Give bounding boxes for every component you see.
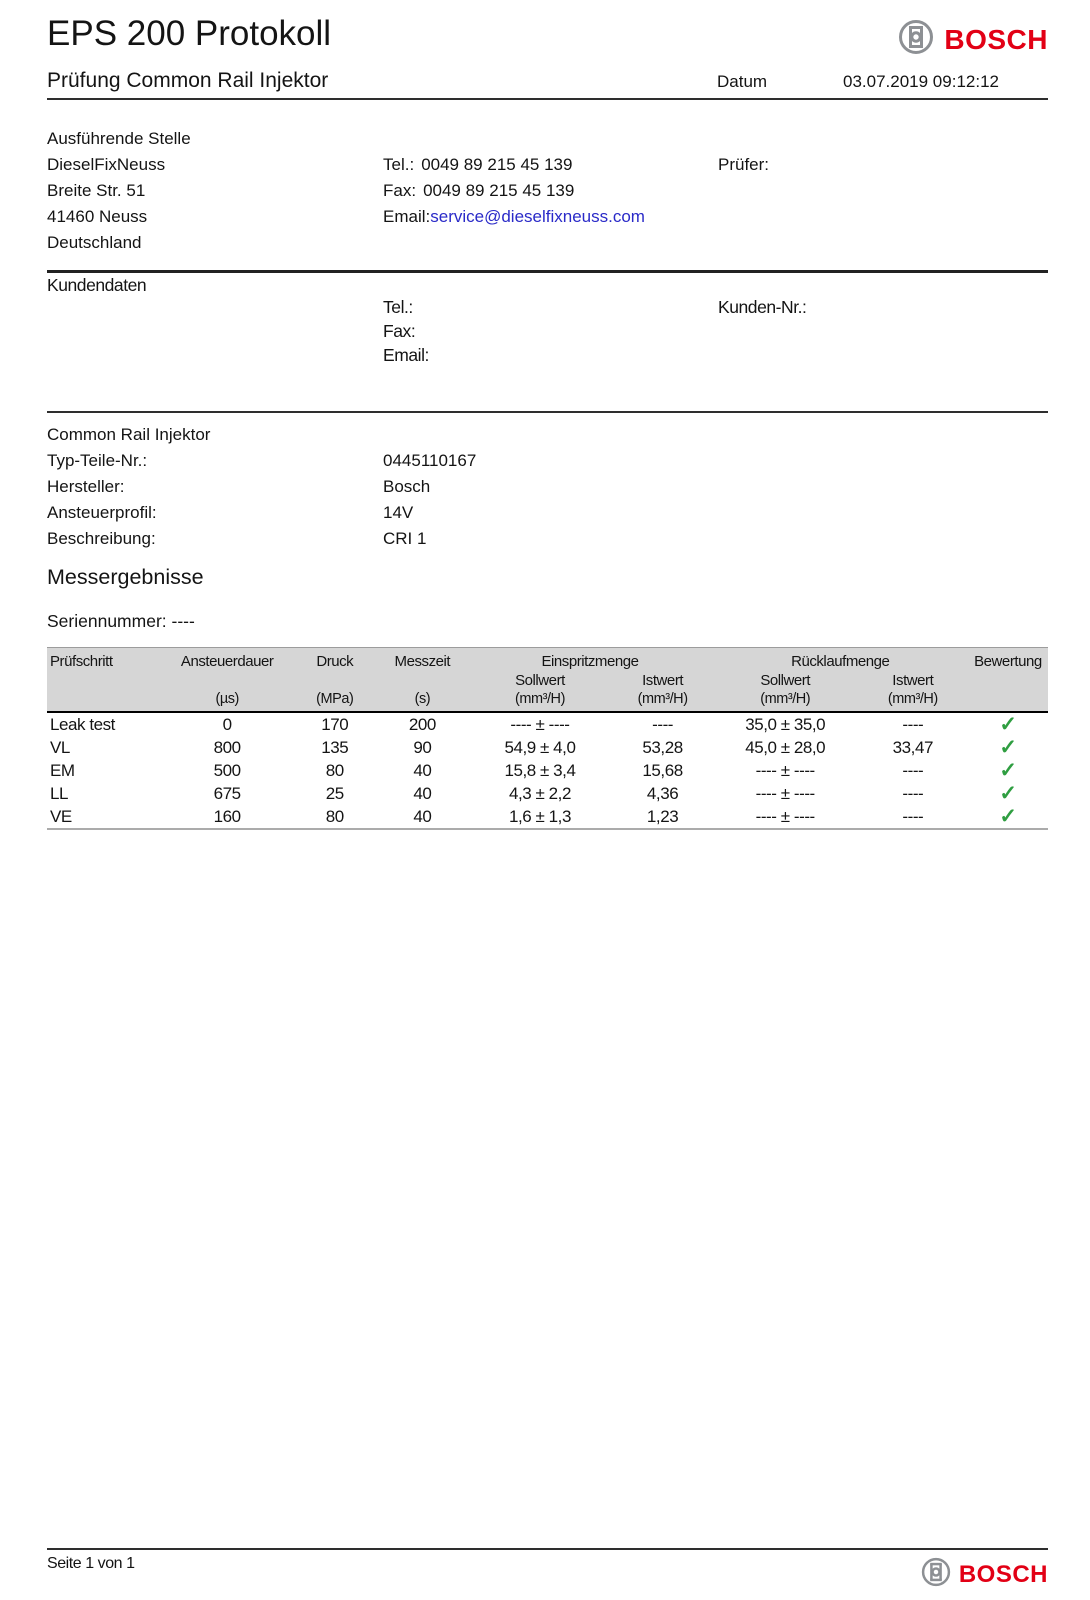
examiner-label: Prüfer: (718, 155, 770, 174)
table-cell: VL (50, 738, 70, 757)
tel-value: 0049 89 215 45 139 (421, 155, 573, 174)
table-cell: LL (50, 784, 69, 803)
result-check-icon: ✓ (999, 781, 1017, 805)
injector-label: Beschreibung: (47, 529, 156, 548)
table-row (47, 712, 1048, 736)
email-link[interactable]: service@dieselfixneuss.com (430, 207, 645, 226)
provider-tel-line (383, 152, 718, 178)
bosch-wordmark: BOSCH (958, 1560, 1048, 1588)
bosch-logo (898, 19, 1048, 60)
table-cell: EM (50, 761, 75, 780)
customer-contact (383, 273, 718, 367)
document-subheader (47, 69, 1048, 93)
email-label: Email: (383, 207, 431, 226)
result-check-icon: ✓ (999, 758, 1017, 782)
provider-examiner (718, 126, 1048, 256)
col-pruefschritt: Prüfschritt (47, 648, 162, 672)
table-cell: 15,8 ± 3,4 (504, 761, 576, 780)
table-row (47, 805, 1048, 829)
customer-email-label: Email: (383, 345, 429, 365)
injector-row (47, 474, 1048, 500)
unit-mm3h: (mm³/H) (713, 690, 858, 712)
unit-us: (µs) (162, 690, 292, 712)
table-cell: VE (50, 807, 72, 826)
table-cell: 53,28 (642, 738, 683, 757)
table-cell: ---- ± ---- (755, 784, 815, 803)
serial-line (47, 611, 1048, 632)
results-heading: Messergebnisse (47, 565, 204, 589)
injector-label: Typ-Teile-Nr.: (47, 451, 148, 470)
date-label: Datum (717, 72, 768, 91)
col-messzeit: Messzeit (377, 648, 467, 672)
table-cell: 40 (413, 761, 432, 780)
table-cell: 135 (321, 738, 349, 757)
injector-section (47, 422, 1048, 552)
table-cell: 45,0 ± 28,0 (745, 738, 826, 757)
bosch-logo-footer (921, 1557, 1048, 1592)
results-table-body (47, 712, 1048, 829)
header-divider (47, 98, 1048, 100)
page-footer (47, 1548, 1048, 1592)
customer-heading-col (47, 273, 383, 367)
provider-city: 41460 Neuss (47, 207, 148, 226)
bosch-armature-icon (921, 1557, 951, 1592)
table-cell: Leak test (50, 715, 115, 734)
injector-row (47, 448, 1048, 474)
table-cell: 4,36 (646, 784, 679, 803)
unit-mm3h: (mm³/H) (858, 690, 968, 712)
col-istwert: Istwert (858, 671, 968, 690)
fax-label: Fax: (383, 181, 417, 200)
customer-tel-label: Tel.: (383, 297, 413, 317)
provider-address (47, 126, 383, 256)
table-row (47, 736, 1048, 759)
injector-value: 14V (383, 503, 414, 522)
table-cell: ---- ± ---- (755, 761, 815, 780)
table-cell: 1,23 (646, 807, 679, 826)
table-cell: ---- (902, 715, 924, 734)
customer-section (47, 273, 1048, 367)
tel-label: Tel.: (383, 155, 415, 174)
table-cell: 675 (213, 784, 241, 803)
injector-value: Bosch (383, 477, 431, 496)
injector-value: CRI 1 (383, 529, 427, 548)
table-cell: 33,47 (892, 738, 933, 757)
col-istwert: Istwert (613, 671, 713, 690)
table-cell: 25 (325, 784, 344, 803)
table-row (47, 782, 1048, 805)
unit-s: (s) (377, 690, 467, 712)
date-value: 03.07.2019 09:12:12 (843, 72, 999, 91)
injector-row (47, 526, 1048, 552)
table-cell: 80 (325, 807, 344, 826)
fax-value: 0049 89 215 45 139 (423, 181, 575, 200)
bosch-wordmark: BOSCH (944, 23, 1048, 55)
provider-name: DieselFixNeuss (47, 155, 166, 174)
table-cell: 200 (408, 715, 436, 734)
col-bewertung: Bewertung (968, 648, 1048, 672)
page-subtitle: Prüfung Common Rail Injektor (47, 69, 329, 92)
table-cell: ---- (652, 715, 673, 734)
table-cell: 80 (325, 761, 344, 780)
col-druck: Druck (292, 648, 377, 672)
date-block (717, 72, 1048, 92)
table-cell: 40 (413, 784, 432, 803)
serial-label: Seriennummer: (47, 611, 167, 631)
col-sollwert: Sollwert (713, 671, 858, 690)
serial-value: ---- (171, 611, 195, 631)
page-number: Seite 1 von 1 (47, 1555, 135, 1572)
unit-mm3h: (mm³/H) (467, 690, 612, 712)
provider-street: Breite Str. 51 (47, 181, 146, 200)
customer-number (718, 273, 1048, 367)
result-check-icon: ✓ (999, 735, 1017, 759)
col-ansteuerdauer: Ansteuerdauer (162, 648, 292, 672)
table-cell: 54,9 ± 4,0 (504, 738, 576, 757)
table-row (47, 759, 1048, 782)
col-einspritzmenge: Einspritzmenge (467, 648, 712, 672)
col-sollwert: Sollwert (467, 671, 612, 690)
injector-label: Ansteuerprofil: (47, 503, 157, 522)
table-cell: 1,6 ± 1,3 (508, 807, 571, 826)
provider-heading: Ausführende Stelle (47, 129, 191, 148)
unit-mm3h: (mm³/H) (613, 690, 713, 712)
table-cell: 800 (213, 738, 241, 757)
table-cell: 160 (213, 807, 241, 826)
results-table (47, 647, 1048, 830)
injector-label: Hersteller: (47, 477, 125, 496)
provider-fax-line (383, 178, 718, 204)
customer-fax-label: Fax: (383, 321, 416, 341)
table-cell: ---- (902, 761, 924, 780)
bosch-armature-icon (898, 19, 934, 60)
table-cell: 40 (413, 807, 432, 826)
table-cell: ---- (902, 807, 924, 826)
table-cell: 4,3 ± 2,2 (508, 784, 571, 803)
document-header (47, 14, 1048, 60)
table-cell: ---- (902, 784, 924, 803)
injector-heading: Common Rail Injektor (47, 425, 211, 444)
table-cell: ---- ± ---- (510, 715, 570, 734)
injector-divider (47, 411, 1048, 413)
table-cell: 90 (413, 738, 432, 757)
provider-country: Deutschland (47, 233, 142, 252)
table-cell: 500 (213, 761, 241, 780)
injector-value: 0445110167 (383, 451, 477, 470)
result-check-icon: ✓ (999, 804, 1017, 828)
page-title: EPS 200 Protokoll (47, 14, 332, 53)
col-ruecklaufmenge: Rücklaufmenge (713, 648, 968, 672)
provider-email-line (383, 204, 718, 230)
result-check-icon: ✓ (999, 712, 1017, 736)
table-cell: 0 (222, 715, 232, 734)
table-cell: ---- ± ---- (755, 807, 815, 826)
injector-row (47, 500, 1048, 526)
provider-contact (383, 126, 718, 256)
table-cell: 170 (321, 715, 349, 734)
results-table-header (47, 648, 1048, 713)
customer-heading: Kundendaten (47, 275, 147, 295)
provider-section (47, 126, 1048, 256)
unit-mpa: (MPa) (292, 690, 377, 712)
footer-divider (47, 1548, 1048, 1550)
table-cell: 35,0 ± 35,0 (745, 715, 826, 734)
customer-no-label: Kunden-Nr.: (718, 297, 807, 317)
table-cell: 15,68 (642, 761, 683, 780)
